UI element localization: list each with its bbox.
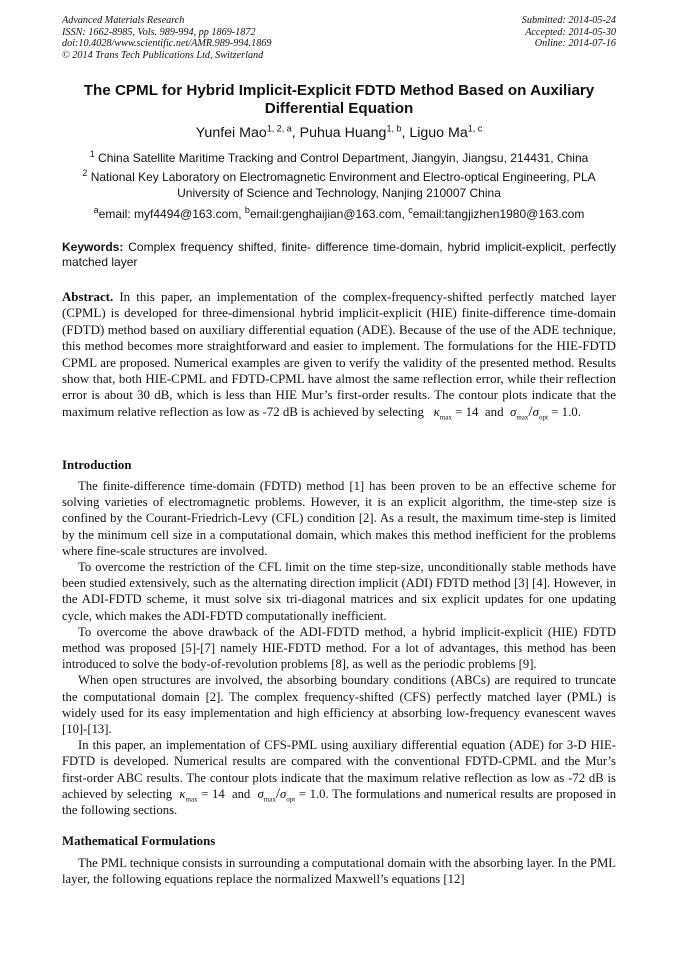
doi-line: doi:10.4028/www.scientific.net/AMR.989-994.1869 (62, 38, 272, 49)
submitted-date: Submitted: 2014-05-24 (521, 15, 616, 26)
journal-name: Advanced Materials Research (62, 15, 185, 26)
paragraph: The PML technique consists in surrounding a computational domain with the absorbing layer. In the PML layer, the following equations replace the normalized Maxwell’s equations [12] (62, 856, 616, 887)
section-heading-introduction: Introduction (62, 458, 132, 472)
affiliation-text: China Satellite Maritime Tracking and Control Department, Jiangyin, Jiangsu, 214431, China (98, 151, 589, 165)
keywords-text: Complex frequency shifted, finite- difference time-domain, hybrid implicit-explicit, perfectly matched layer (62, 240, 616, 269)
affiliation-text: National Key Laboratory on Electromagnetic Environment and Electro-optical Engineering, PLA University of Science and Technology, Nanjing 210007 China (90, 170, 596, 200)
math-body (62, 855, 616, 887)
author-affiliation-mark: 1, b (386, 123, 402, 134)
affiliation-2 (62, 169, 616, 201)
paper-title: The CPML for Hybrid Implicit-Explicit FDTD Method Based on Auxiliary Differential Equation (83, 82, 595, 117)
email-mark: b (244, 205, 250, 215)
online-date: Online: 2014-07-16 (534, 38, 616, 49)
author-name: Puhua Huang (299, 125, 387, 141)
kappa-equation: $\kappa_{max} = 14$ (433, 404, 479, 422)
kappa-equation: $\kappa_{max} = 14$ (179, 786, 225, 804)
author-affiliation-mark: 1, c (467, 123, 483, 134)
paragraph: In this paper, an implementation of CFS-PML using auxiliary differential equation (ADE) for 3-D HIE-FDTD is developed. Numerical results are compared with the conventional FDTD-CPML and the Mur’s first-order ABC results. The contour plots indicate that the maximum relative reflection as low as -72 dB is achieved by selecting $\kappa_{max} = 14$ and $\sigma_{max}/\sigma_{opt} = 1.0$. The formulations and numerical results are proposed in the following sections. (62, 738, 617, 818)
author-name: Liguo Ma (409, 125, 468, 141)
affiliation-number: 2 (82, 168, 88, 178)
abstract-label: Abstract. (62, 290, 114, 304)
paragraph: The finite-difference time-domain (FDTD) method [1] has been proven to be an effective scheme for solving varieties of electromagnetic problems. However, it is an explicit algorithm, the time-step size is confined by the Courant-Friedrich-Levy (CFL) condition [2]. As a result, the maximum time-step is limited by the minimum cell size in a computational domain, which makes this method inefficient for the problems where fine-scale structures are involved. (62, 479, 616, 558)
email-list (62, 206, 616, 222)
author-list: Yunfei Mao$^{1, 2, a}$, Puhua Huang$^{1, b}$, Liguo Ma$^{1, c}$ (195, 123, 483, 141)
paragraph: To overcome the above drawback of the ADI-FDTD method, a hybrid implicit-explicit (HIE) FDTD method was proposed [5]-[7] namely HIE-FDTD method. For a lot of advantages, this method has been introduced to solve the body-of-revolution problems [8], as well as the periodic problems [9]. (62, 624, 616, 672)
abstract-text: In this paper, an implementation of the complex-frequency-shifted perfectly matched layer (CPML) is developed for three-dimensional hybrid implicit-explicit (HIE) finite-difference time-domain (FDTD) method based on auxiliary differential equation (ADE). Because of the use of the ADE technique, this method becomes more straightforward and easier to implement. The formulations for the HIE-FDTD CPML are proposed. Numerical examples are given to verify the validity of the presented method. Results show that, both HIE-CPML and FDTD-CPML have almost the same reflection error, while their reflection error is about 30 dB, which is less than HIE Mur’s first-order results. The contour plots indicate that the maximum relative reflection as low as -72 dB is achieved by selecting (62, 290, 616, 419)
paragraph: When open structures are involved, the absorbing boundary conditions (ABCs) are required to truncate the computational domain [2]. The complex frequency-shifted (CFS) perfectly matched layer (PML) is widely used for its easy implementation and high efficiency at absorbing low-frequency evanescent waves [10]-[13]. (62, 673, 616, 737)
copyright-line: © 2014 Trans Tech Publications Ltd, Switzerland (62, 49, 264, 61)
affiliation-1 (62, 150, 616, 166)
introduction-body (62, 478, 616, 818)
publication-dates (522, 15, 616, 50)
sigma-ratio-equation: $\sigma_{max}/\sigma_{opt} = 1.0$ (257, 785, 326, 804)
keywords-block (62, 240, 616, 270)
author-affiliation-mark: 1, 2, a (266, 123, 292, 134)
email-address[interactable]: email:genghaijian@163.com, (249, 207, 409, 221)
issn-line: ISSN: 1662-8985, Vols. 989-994, pp 1869-1872 (62, 26, 256, 38)
abstract-end: . (577, 404, 581, 419)
abstract-block (62, 289, 616, 420)
author-name: Yunfei Mao (195, 125, 267, 141)
keywords-label: Keywords: (62, 240, 124, 254)
section-heading-math: Mathematical Formulations (62, 834, 216, 848)
email-mark: a (93, 205, 99, 215)
sigma-ratio-equation: $\sigma_{max}/\sigma_{opt} = 1.0$ (510, 403, 578, 422)
paragraph: To overcome the restriction of the CFL limit on the time step-size, unconditionally stable methods have been studied extensively, such as the alternating direction implicit (ADI) FDTD method [3] [4]. However, in the ADI-FDTD scheme, it must solve six tri-diagonal matrices and six explicit updates for one updating cycle, which makes the ADI-FDTD computationally inefficient. (62, 560, 616, 623)
accepted-date: Accepted: 2014-05-30 (525, 26, 616, 38)
abstract-and: and (484, 404, 504, 419)
affiliation-number: 1 (89, 149, 95, 159)
email-address[interactable]: email: myf4494@163.com, (98, 207, 245, 221)
journal-info (62, 15, 271, 61)
email-mark: c (408, 205, 413, 215)
email-address[interactable]: email:tangjizhen1980@163.com (412, 207, 585, 221)
